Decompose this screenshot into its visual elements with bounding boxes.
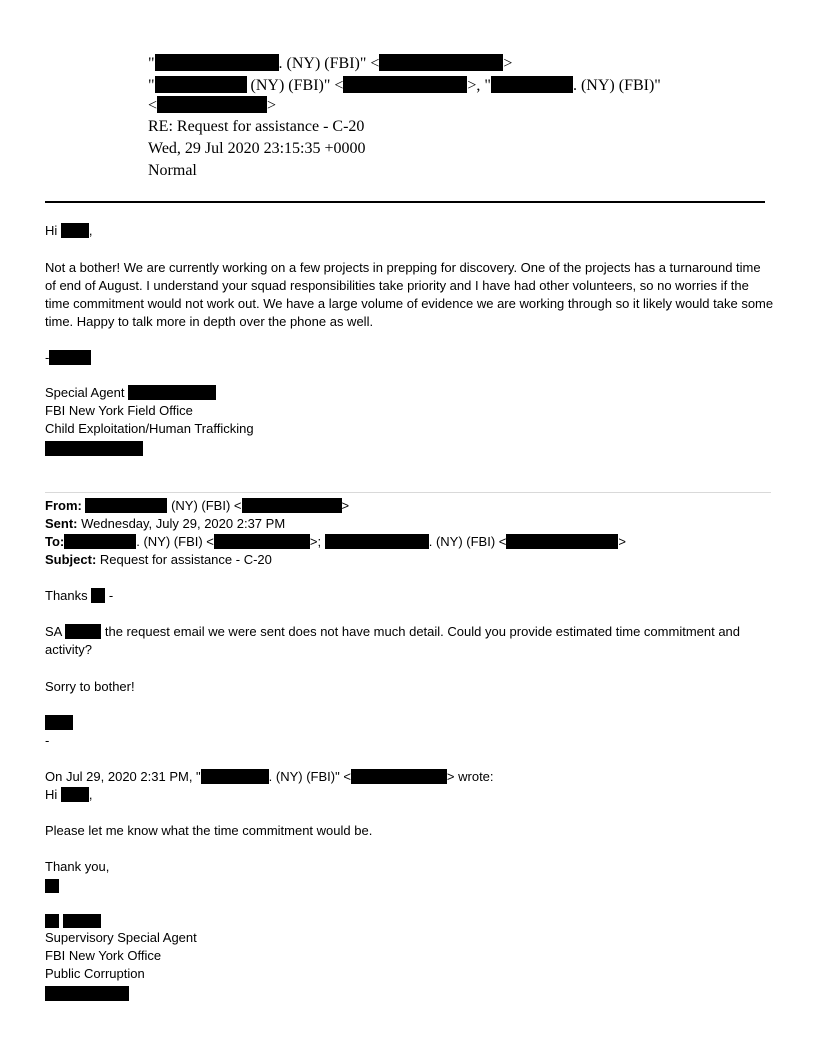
reply-greeting bbox=[45, 222, 93, 240]
redaction-box bbox=[45, 914, 59, 928]
redaction-box bbox=[91, 588, 105, 603]
quoted-from-row bbox=[45, 497, 349, 515]
redaction-box bbox=[155, 76, 247, 93]
quoted-to-sep: >; bbox=[309, 534, 325, 549]
quoted-from-label: From: bbox=[45, 498, 82, 513]
redaction-box bbox=[343, 76, 467, 93]
earlier-thank-you: Thank you, bbox=[45, 859, 110, 874]
reply-sig-office: FBI New York Field Office bbox=[45, 403, 193, 418]
header-to-org: (NY) (FBI)" < bbox=[246, 77, 344, 94]
quoted-dash: - bbox=[45, 733, 50, 748]
redaction-box bbox=[49, 350, 91, 365]
redaction-box bbox=[61, 223, 89, 238]
redaction-box bbox=[63, 914, 101, 928]
header-to-value bbox=[148, 76, 661, 95]
header-importance-value: Normal bbox=[148, 162, 197, 179]
reply-dash: - bbox=[45, 350, 50, 365]
header-from-org: . (NY) (FBI)" < bbox=[278, 55, 380, 72]
reply-sig-redaction bbox=[45, 440, 143, 458]
reply-sig-title-text: Special Agent bbox=[45, 385, 125, 400]
redaction-box bbox=[45, 715, 73, 730]
reply-paragraph: Not a bother! We are currently working on a few projects in prepping for discovery. One of the projects has a turnaround time of end of August. I understand your squad responsibilities take priority and I have had other volunteers, so no worries if the time commitment would not work out. We have a large volume of evidence we are working through so it likely would take some time. Happy to talk more in depth over the phone as well. bbox=[45, 260, 774, 329]
quoted-to-end: > bbox=[618, 534, 626, 549]
quoted-subject-value: Request for assistance - C-20 bbox=[96, 552, 272, 567]
earlier-greeting bbox=[45, 786, 93, 804]
quoted-to-label: To: bbox=[45, 534, 65, 549]
reply-sig-unit: Child Exploitation/Human Trafficking bbox=[45, 421, 254, 436]
quoted-sent-row bbox=[45, 515, 285, 533]
quoted-sa-text: the request email we were sent does not have much detail. Could you provide estimated time commitment and activity? bbox=[45, 624, 741, 657]
header-to-value-cont bbox=[148, 96, 276, 115]
reply-greeting-text: Hi bbox=[45, 223, 58, 238]
earlier-sig-unit: Public Corruption bbox=[45, 966, 145, 981]
header-date-value: Wed, 29 Jul 2020 23:15:35 +0000 bbox=[148, 140, 366, 157]
quoted-sa-paragraph bbox=[45, 623, 775, 659]
quoted-thanks-text: Thanks bbox=[45, 588, 88, 603]
earlier-initial-redaction bbox=[45, 877, 59, 895]
header-from-value bbox=[148, 54, 512, 73]
earlier-on-wrote bbox=[45, 768, 494, 786]
redaction-box bbox=[242, 498, 342, 513]
earlier-on-end: > wrote: bbox=[446, 769, 494, 784]
quoted-sa-prefix: SA bbox=[45, 624, 62, 639]
quoted-thanks bbox=[45, 587, 113, 605]
redaction-box bbox=[45, 986, 129, 1001]
header-subject-value: RE: Request for assistance - C-20 bbox=[148, 118, 365, 135]
quoted-sent-label: Sent: bbox=[45, 516, 78, 531]
redaction-box bbox=[128, 385, 216, 400]
reply-sig-title bbox=[45, 384, 216, 402]
quoted-subject-label: Subject: bbox=[45, 552, 97, 567]
quoted-from-end: > bbox=[341, 498, 350, 513]
redaction-box bbox=[61, 787, 89, 802]
quoted-divider bbox=[45, 492, 771, 493]
redaction-box bbox=[214, 534, 310, 549]
quoted-to-row bbox=[45, 533, 626, 551]
redaction-box bbox=[325, 534, 429, 549]
redaction-box bbox=[85, 498, 167, 513]
redaction-box bbox=[65, 624, 101, 639]
redaction-box bbox=[491, 76, 573, 93]
redaction-box bbox=[379, 54, 503, 71]
redaction-box bbox=[157, 96, 267, 113]
header-to-sep: >, " bbox=[467, 77, 491, 94]
header-divider bbox=[45, 201, 765, 203]
quoted-thanks-dash: - bbox=[105, 588, 114, 603]
redaction-box bbox=[45, 441, 143, 456]
redaction-box bbox=[64, 534, 136, 549]
header-to-gt: > bbox=[267, 97, 277, 114]
redaction-box bbox=[201, 769, 269, 784]
earlier-on-prefix: On Jul 29, 2020 2:31 PM, " bbox=[45, 769, 201, 784]
earlier-name-redaction bbox=[45, 912, 101, 930]
quoted-from-org: (NY) (FBI) < bbox=[167, 498, 242, 513]
header-to-quote: " bbox=[148, 77, 155, 94]
header-to-org2: . (NY) (FBI)" bbox=[572, 77, 661, 94]
earlier-sig-office: FBI New York Office bbox=[45, 948, 162, 963]
earlier-greeting-text: Hi bbox=[45, 787, 58, 802]
header-to-lt: < bbox=[148, 97, 158, 114]
redaction-box bbox=[155, 54, 279, 71]
header-from-quote: " bbox=[148, 55, 155, 72]
reply-greeting-comma: , bbox=[88, 223, 93, 238]
earlier-sig-title: Supervisory Special Agent bbox=[45, 930, 197, 945]
redaction-box bbox=[506, 534, 618, 549]
redaction-box bbox=[45, 879, 59, 893]
reply-dash-line bbox=[45, 349, 91, 367]
earlier-on-org: . (NY) (FBI)" < bbox=[268, 769, 351, 784]
quoted-sorry: Sorry to bother! bbox=[45, 679, 135, 694]
quoted-to-org2: . (NY) (FBI) < bbox=[428, 534, 507, 549]
quoted-sig-redaction bbox=[45, 714, 73, 732]
quoted-to-org1: . (NY) (FBI) < bbox=[136, 534, 214, 549]
earlier-greeting-comma: , bbox=[88, 787, 93, 802]
header-from-end: > bbox=[503, 55, 513, 72]
quoted-subject-row bbox=[45, 551, 272, 569]
earlier-sig-redaction bbox=[45, 985, 129, 1003]
redaction-box bbox=[351, 769, 447, 784]
quoted-sent-value: Wednesday, July 29, 2020 2:37 PM bbox=[77, 516, 286, 531]
earlier-please: Please let me know what the time commitment would be. bbox=[45, 823, 373, 838]
